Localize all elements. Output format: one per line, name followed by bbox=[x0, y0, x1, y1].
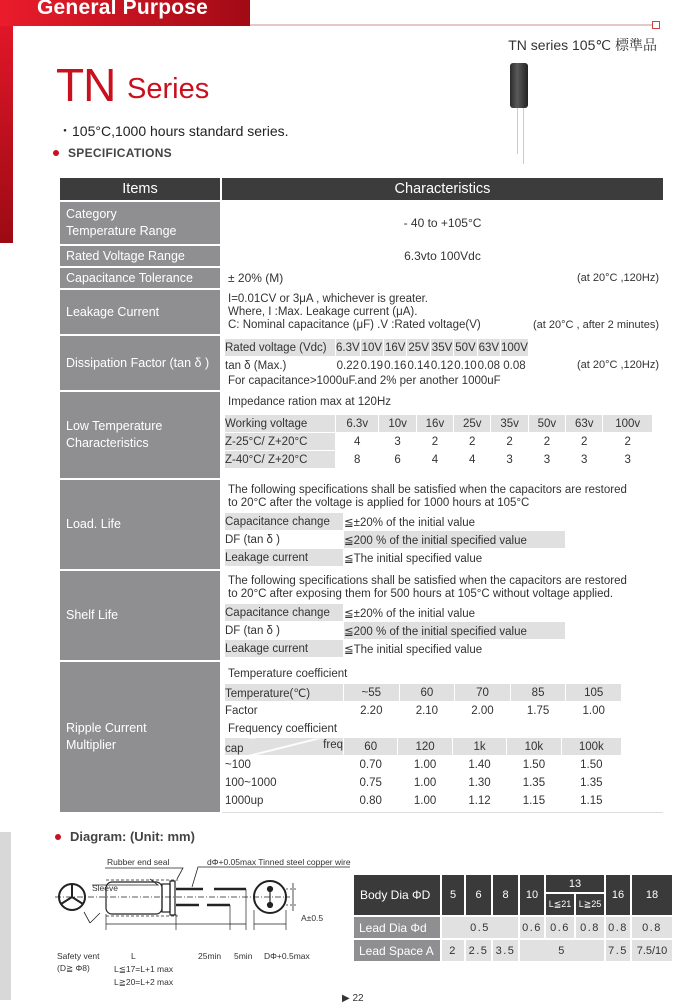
dim-col: 16 bbox=[605, 874, 631, 916]
tan-delta-value: 0.10 bbox=[454, 357, 477, 375]
tan-delta-value: 0.12 bbox=[430, 357, 453, 375]
freq-factor-value: 1.35 bbox=[507, 774, 561, 792]
specifications-heading bbox=[53, 146, 172, 160]
impedance-value: 8 bbox=[336, 451, 379, 469]
capacitor-lead bbox=[523, 108, 524, 164]
freq-factor-value: 1.50 bbox=[561, 756, 621, 774]
dim-value: 2 bbox=[441, 939, 465, 962]
dim-col: L≦21 bbox=[545, 893, 575, 916]
wire-label: dΦ+0.05max Tinned steel copper wire bbox=[207, 857, 351, 867]
tan-delta-value: 0.16 bbox=[384, 357, 407, 375]
temperature-col: 70 bbox=[455, 684, 511, 702]
table-row bbox=[59, 335, 664, 391]
dim-col: 18 bbox=[631, 874, 673, 916]
impedance-value: 4 bbox=[454, 451, 491, 469]
specifications-label: SPECIFICATIONS bbox=[68, 146, 172, 160]
dim-col: 5 bbox=[441, 874, 465, 916]
sleeve-label: Sleeve bbox=[92, 883, 118, 893]
criterion-label: DF (tan δ ) bbox=[225, 531, 344, 549]
freq-coefficient-title: Frequency coefficient bbox=[228, 723, 338, 735]
factor-label: Factor bbox=[225, 702, 344, 720]
impedance-value: 3 bbox=[528, 451, 565, 469]
freq-label: freq bbox=[323, 738, 343, 751]
voltage-col: 16v bbox=[416, 415, 453, 433]
table-row bbox=[59, 289, 664, 335]
lead-25min-label: 25min bbox=[198, 951, 222, 961]
impedance-row-label: Z-25°C/ Z+20°C bbox=[225, 433, 336, 451]
row-label: Leakage Current bbox=[59, 289, 221, 335]
safety-vent-condition: (D≧ Φ8) bbox=[57, 963, 90, 973]
freq-factor-value: 1.30 bbox=[452, 774, 506, 792]
impedance-value: 2 bbox=[416, 433, 453, 451]
lead-space-label: A±0.5 bbox=[301, 913, 324, 923]
dim-value: 2.5 bbox=[465, 939, 492, 962]
row-label: Load. Life bbox=[59, 479, 221, 570]
impedance-row-label: Z-40°C/ Z+20°C bbox=[225, 451, 336, 469]
bullet-icon bbox=[55, 834, 61, 840]
dim-value: 7.5 bbox=[605, 939, 631, 962]
working-voltage-label: Working voltage bbox=[225, 415, 336, 433]
factor-value: 2.10 bbox=[399, 702, 455, 720]
row-label: Ripple Current Multiplier bbox=[59, 661, 221, 813]
row-label: Shelf Life bbox=[59, 570, 221, 661]
specifications-table bbox=[58, 176, 665, 814]
impedance-value: 2 bbox=[491, 433, 528, 451]
leakage-definition: C: Nominal capacitance (μF) .V :Rated voltage(V) bbox=[228, 318, 481, 331]
category-banner-text: General Purpose bbox=[37, 0, 209, 19]
tan-delta-value: 0.08 bbox=[501, 357, 529, 375]
rubber-seal-label: Rubber end seal bbox=[107, 857, 170, 867]
load-life-intro: The following specifications shall be satisfied when the capacitors are restored to 20°C after the voltage is applied for 1000 hours at 105°C bbox=[228, 484, 627, 509]
table-row bbox=[59, 201, 664, 245]
condition-note: (at 20°C ,120Hz) bbox=[576, 358, 659, 371]
row-label: Category Temperature Range bbox=[59, 201, 221, 245]
frequency-coefficient-grid bbox=[224, 737, 622, 810]
criterion-value: ≦The initial specified value bbox=[344, 640, 566, 658]
freq-factor-value: 1.00 bbox=[398, 774, 452, 792]
impedance-value: 3 bbox=[379, 433, 416, 451]
criterion-label: Capacitance change bbox=[225, 513, 344, 531]
safety-vent-label: Safety vent bbox=[57, 951, 100, 961]
cap-range-label: 100~1000 bbox=[225, 774, 344, 792]
series-subtitle: TN series 105℃ 標準品 bbox=[508, 37, 657, 53]
temperature-col: 60 bbox=[399, 684, 455, 702]
freq-factor-value: 1.40 bbox=[452, 756, 506, 774]
freq-factor-value: 1.50 bbox=[507, 756, 561, 774]
tan-delta-value: 0.19 bbox=[360, 357, 383, 375]
freq-factor-value: 0.75 bbox=[344, 774, 398, 792]
freq-factor-value: 1.00 bbox=[398, 756, 452, 774]
voltage-col: 25v bbox=[454, 415, 491, 433]
impedance-value: 3 bbox=[491, 451, 528, 469]
impedance-value: 4 bbox=[416, 451, 453, 469]
frequency-col: 100k bbox=[561, 738, 621, 756]
dim-value: 0.8 bbox=[575, 916, 605, 939]
dim-col: 8 bbox=[492, 874, 519, 916]
voltage-col: 10V bbox=[360, 339, 383, 357]
row-label: Capacitance Tolerance bbox=[59, 267, 221, 289]
criterion-value: ≦The initial specified value bbox=[344, 549, 566, 567]
row-label: Rated Voltage Range bbox=[59, 245, 221, 267]
dim-value: 7.5/10 bbox=[631, 939, 673, 962]
frequency-col: 10k bbox=[507, 738, 561, 756]
voltage-col: 25V bbox=[407, 339, 430, 357]
series-code: TN bbox=[56, 59, 116, 111]
criterion-label: Capacitance change bbox=[225, 604, 344, 622]
temp-coefficient-title: Temperature coefficient bbox=[228, 668, 348, 680]
voltage-col: 63V bbox=[477, 339, 500, 357]
table-row bbox=[59, 245, 664, 267]
temperature-range-value: - 40 to +105°C bbox=[221, 201, 664, 245]
diagram-heading bbox=[55, 829, 195, 844]
series-word: Series bbox=[127, 73, 210, 105]
shelf-life-grid bbox=[224, 603, 566, 658]
frequency-col: 120 bbox=[398, 738, 452, 756]
dim-value: 0.8 bbox=[631, 916, 673, 939]
length-rule-1: L≦17=L+1 max bbox=[114, 964, 174, 974]
lead-5min-label: 5min bbox=[234, 951, 253, 961]
factor-value: 2.00 bbox=[455, 702, 511, 720]
voltage-col: 10v bbox=[379, 415, 416, 433]
factor-value: 1.00 bbox=[566, 702, 622, 720]
dim-col: 6 bbox=[465, 874, 492, 916]
voltage-col: 35V bbox=[430, 339, 453, 357]
factor-value: 2.20 bbox=[344, 702, 400, 720]
voltage-col: 100v bbox=[603, 415, 653, 433]
factor-value: 1.75 bbox=[510, 702, 566, 720]
diagram-heading-text: Diagram: (Unit: mm) bbox=[70, 829, 195, 844]
impedance-value: 3 bbox=[603, 451, 653, 469]
table-row bbox=[59, 479, 664, 570]
freq-factor-value: 0.80 bbox=[344, 792, 398, 810]
cap-label: cap bbox=[225, 742, 244, 755]
tan-delta-value: 0.14 bbox=[407, 357, 430, 375]
lead-dia-label: Lead Dia Φd bbox=[353, 916, 441, 939]
dimensions-table bbox=[352, 873, 674, 963]
cap-freq-corner bbox=[225, 738, 344, 756]
capacitor-lead bbox=[517, 108, 518, 154]
rated-voltage-value: 6.3vto 100Vdc bbox=[221, 245, 664, 267]
page-number: ▶ 22 bbox=[342, 993, 364, 1004]
voltage-col: 16V bbox=[384, 339, 407, 357]
impedance-value: 4 bbox=[336, 433, 379, 451]
voltage-col: 6.3v bbox=[336, 415, 379, 433]
impedance-value: 6 bbox=[379, 451, 416, 469]
dim-col: 13 bbox=[545, 874, 605, 893]
dim-value: 0.8 bbox=[605, 916, 631, 939]
freq-factor-value: 1.15 bbox=[507, 792, 561, 810]
series-tagline: ・105°C,1000 hours standard series. bbox=[58, 123, 289, 139]
impedance-grid bbox=[224, 414, 653, 469]
dim-value: 0.6 bbox=[519, 916, 545, 939]
criterion-label: Leakage current bbox=[225, 640, 344, 658]
freq-factor-value: 1.00 bbox=[398, 792, 452, 810]
voltage-col: 35v bbox=[491, 415, 528, 433]
criterion-value: ≦±20% of the initial value bbox=[344, 604, 566, 622]
row-label: Low Temperature Characteristics bbox=[59, 391, 221, 479]
items-header: Items bbox=[59, 177, 221, 201]
impedance-value: 2 bbox=[454, 433, 491, 451]
criterion-value: ≦200 % of the initial specified value bbox=[344, 531, 566, 549]
impedance-value: 2 bbox=[603, 433, 653, 451]
impedance-intro: Impedance ration max at 120Hz bbox=[228, 396, 392, 408]
temperature-label: Temperature(℃) bbox=[225, 684, 344, 702]
header-divider bbox=[250, 24, 655, 26]
frequency-col: 1k bbox=[452, 738, 506, 756]
row-label: Dissipation Factor (tan δ ) bbox=[59, 335, 221, 391]
dim-value: 0.6 bbox=[545, 916, 575, 939]
length-label: L bbox=[131, 951, 136, 961]
freq-factor-value: 1.15 bbox=[561, 792, 621, 810]
body-dia-label: Body Dia ΦD bbox=[353, 874, 441, 916]
capacitor-photo bbox=[510, 63, 528, 108]
left-accent-bar bbox=[0, 0, 13, 243]
dim-value: 5 bbox=[519, 939, 605, 962]
dim-value: 3.5 bbox=[492, 939, 519, 962]
temperature-col: 85 bbox=[510, 684, 566, 702]
cap-range-label: ~100 bbox=[225, 756, 344, 774]
impedance-value: 3 bbox=[566, 451, 603, 469]
voltage-col: 63v bbox=[566, 415, 603, 433]
dim-col: L≧25 bbox=[575, 893, 605, 916]
impedance-value: 2 bbox=[566, 433, 603, 451]
shelf-life-intro: The following specifications shall be satisfied when the capacitors are restored to 20°C after exposing them for 500 hours at 105°C without voltage applied. bbox=[228, 575, 627, 600]
diameter-label: DΦ+0.5max bbox=[264, 951, 310, 961]
rated-voltage-label: Rated voltage (Vdc) bbox=[225, 339, 336, 357]
leakage-where: Where, I :Max. Leakage current (μA). bbox=[228, 305, 418, 318]
tan-delta-value: 0.22 bbox=[336, 357, 361, 375]
condition-note: (at 20°C ,120Hz) bbox=[576, 272, 659, 284]
temperature-col: 105 bbox=[566, 684, 622, 702]
leakage-formula: I=0.01CV or 3μA , whichever is greater. bbox=[228, 292, 428, 305]
dim-value: 0.5 bbox=[441, 916, 519, 939]
dissipation-note: For capacitance>1000uF.and 2% per another 1000uF bbox=[228, 375, 501, 387]
dim-col: 10 bbox=[519, 874, 545, 916]
divider-end-marker bbox=[652, 21, 660, 29]
criterion-label: DF (tan δ ) bbox=[225, 622, 344, 640]
tolerance-value: ± 20% (M) bbox=[228, 271, 284, 285]
lead-space-label: Lead Space A bbox=[353, 939, 441, 962]
voltage-col: 50V bbox=[454, 339, 477, 357]
table-row bbox=[59, 661, 664, 813]
criterion-value: ≦±20% of the initial value bbox=[344, 513, 566, 531]
tan-delta-value: 0.08 bbox=[477, 357, 500, 375]
voltage-col: 100V bbox=[501, 339, 529, 357]
table-row bbox=[59, 570, 664, 661]
criterion-label: Leakage current bbox=[225, 549, 344, 567]
dissipation-grid bbox=[224, 338, 529, 375]
criterion-value: ≦200 % of the initial specified value bbox=[344, 622, 566, 640]
voltage-col: 50v bbox=[528, 415, 565, 433]
freq-factor-value: 0.70 bbox=[344, 756, 398, 774]
freq-factor-value: 1.12 bbox=[452, 792, 506, 810]
tan-delta-label: tan δ (Max.) bbox=[225, 357, 336, 375]
table-row bbox=[59, 267, 664, 289]
frequency-col: 60 bbox=[344, 738, 398, 756]
temperature-coefficient-grid bbox=[224, 683, 622, 720]
freq-factor-value: 1.35 bbox=[561, 774, 621, 792]
load-life-grid bbox=[224, 512, 566, 567]
condition-note: (at 20°C , after 2 minutes) bbox=[532, 318, 659, 331]
voltage-col: 6.3V bbox=[336, 339, 361, 357]
characteristics-header: Characteristics bbox=[221, 177, 664, 201]
impedance-value: 2 bbox=[528, 433, 565, 451]
table-row bbox=[59, 391, 664, 479]
cap-range-label: 1000up bbox=[225, 792, 344, 810]
bullet-icon bbox=[53, 150, 59, 156]
length-rule-2: L≧20=L+2 max bbox=[114, 977, 174, 987]
temperature-col: ~55 bbox=[344, 684, 400, 702]
